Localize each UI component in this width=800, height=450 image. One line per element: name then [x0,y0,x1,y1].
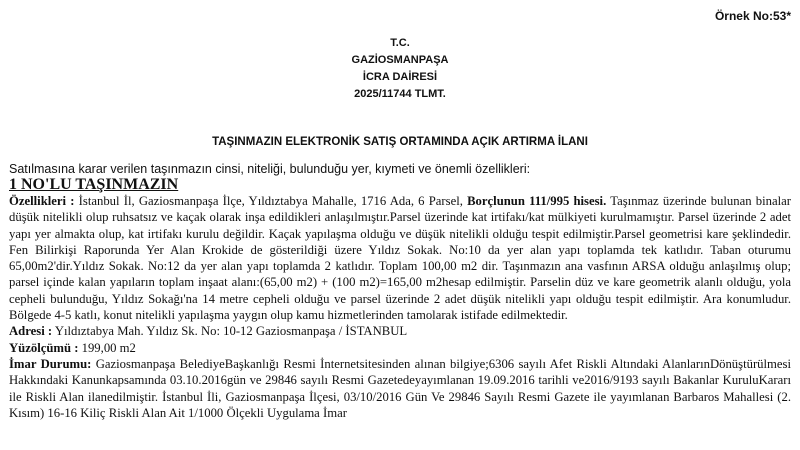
area-value: 199,00 m2 [81,340,136,355]
features-text-1: İstanbul İl, Gaziosmanpaşa İlçe, Yıldıztabya Mahalle, 1716 Ada, 6 Parsel, [78,194,463,208]
intro-text: Satılmasına karar verilen taşınmazın cinsi, niteliği, bulunduğu yer, kıymeti ve önemli özellikleri: [9,162,531,176]
address-paragraph [9,323,791,339]
form-number: Örnek No:53* [714,9,791,23]
property-heading: 1 NO'LU TAŞINMAZIN [9,176,179,193]
header-office: İCRA DAİRESİ [362,71,438,83]
property-details [9,193,791,421]
features-label: Özellikleri : [9,194,75,208]
zoning-label: İmar Durumu: [9,356,92,371]
area-paragraph [9,340,791,356]
area-label: Yüzölçümü : [9,340,79,355]
announcement-title: TAŞINMAZIN ELEKTRONİK SATIŞ ORTAMINDA AÇIK ARTIRMA İLANI [212,136,588,148]
features-text-2: Taşınmaz üzerinde bulunan binalar düşük nitelikli olup ruhsatsız ve kaçak olarak inşa edildikleri anlaşılmıştır.Parsel üzerinde kat irtifakı/kat mülkiyeti kurulmamıştır. Parsel üzerinde 2 adet yapı yer almakta olup, kat irtifakı kurulu değildir. Kaçak yapılaşma olduğu ve düşük nitelikli olduğu tespit edilmiştir.Parsel geometrisi kare şeklindedir. Fen Bilirkişi Raporunda Yer Alan Krokide de gösterildiği üzere Yıldız Sokak. No:10 da yer alan yapı toplamda tek katlıdır. Taban oturumu 65,00m2'dir.Yıldız Sokak. No:12 da yer alan yapı toplamda 2 katlıdır. Toplam 100,00 m2 dir. Taşınmazın ana vasfının ARSA olduğu anlaşılmış olup; parsel içinde kalan yapıların toplam inşaat alanı:(65,00 m2) + (100 m2)=165,00 m2hesap edilmiştir. Parselin düz ve kare geometrik alanlı olduğu, yola cepheli bulunduğu, Yıldız Sokağı'na 14 metre cepheli olduğu ve parsel üzerinde 2 adet düşük nitelikli yapı olduğu tespit edilmiştir. Ara konumludur. Bölgede 4-5 katlı, konut nitelikli yapılaşma yaygın olup kamu hizmetlerinden tamolarak istifade edilmektedir. [9,194,791,323]
zoning-paragraph [9,356,791,421]
header-file-number: 2025/11744 TLMT. [354,88,446,100]
debtor-share: Borçlunun 111/995 hisesi. [467,194,607,208]
address-label: Adresi : [9,324,53,339]
office-header [0,35,800,103]
header-district: GAZİOSMANPAŞA [351,54,449,66]
zoning-text: Gaziosmanpaşa BelediyeBaşkanlığı Resmi İnternetsitesinden alınan bilgiye;6306 sayılı Afet Riskli Altındaki AlanlarınDönüştürülmesi Hakkındaki Kanunkapsamında 03.10.2016gün ve 29846 sayılı Resmi Gazetedeyayımlanan 19.09.2016 tarihli ve2016/9193 sayılı Bakanlar KuruluKararı ile Riskli Alan ilanedilmiştir. İstanbul İli, Gaziosmanpaşa İlçesi, 03/10/2016 Gün Ve 29846 Sayılı Resmi Gazete ile yayımlanan Barbaros Mahallesi (2. Kısım) 16-16 Kiliç Riskli Alan Ait 1/1000 Ölçekli Uygulama İmar [9,356,791,420]
address-value: Yıldıztabya Mah. Yıldız Sk. No: 10-12 Gaziosmanpaşa / İSTANBUL [54,324,408,339]
header-country: T.C. [390,37,410,49]
features-paragraph [9,193,791,323]
